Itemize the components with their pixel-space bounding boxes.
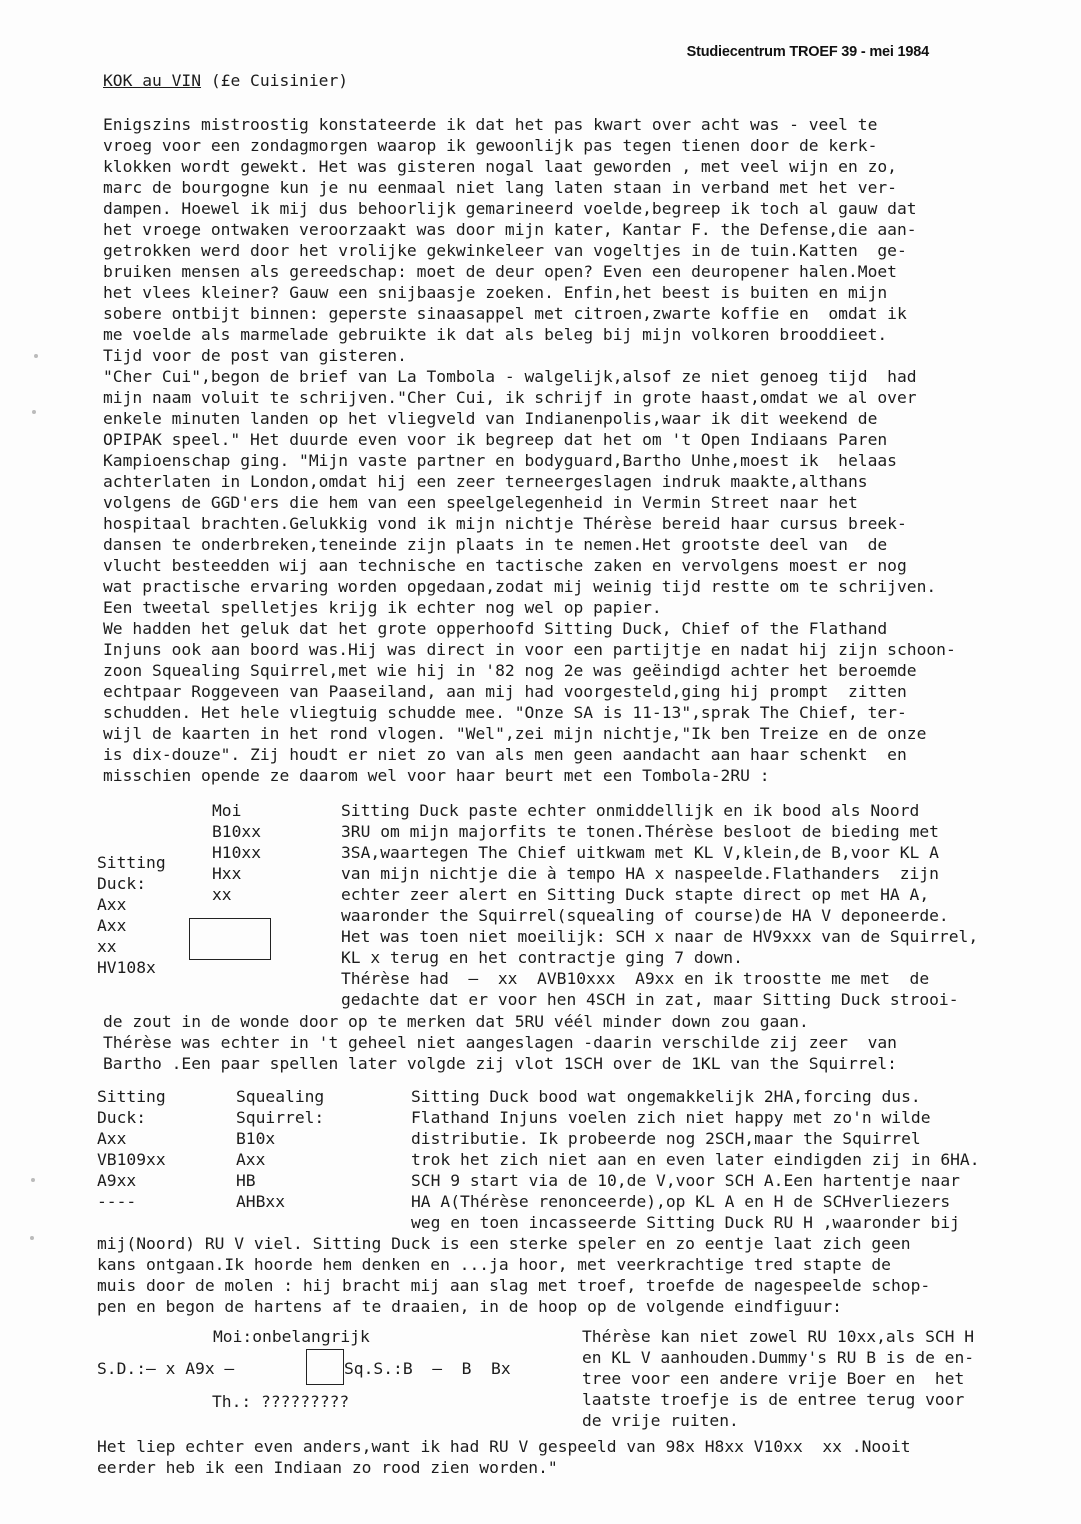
body-text-continued-1: de zout in de wonde door op te merken dat 5RU véél minder down zou gaan. Thérèse was echter in 't geheel niet aangeslagen -daarin verschilde zij zeer van Bartho .Een paar spellen later volgde zij vlot 1SCH over de 1KL van the Squirrel:	[103, 1012, 897, 1073]
closing-text: Het liep echter even anders,want ik had RU V gespeeld van 98x H8xx V10xx xx .Nooit eerder heb ik een Indiaan zo rood zien worden."	[97, 1437, 911, 1477]
article-title	[103, 70, 348, 91]
margin-speck	[34, 354, 38, 358]
hand2-sitting-duck: Sitting Duck: Axx VB109xx A9xx ----	[97, 1087, 166, 1211]
endposition-south: Th.: ?????????	[212, 1392, 350, 1411]
bridge-table-box	[189, 918, 271, 960]
endposition-east: Sq.S.:B — B Bx	[344, 1359, 511, 1378]
hand1-commentary: Sitting Duck paste echter onmiddellijk en ik bood als Noord 3RU om mijn majorfits te tonen.Thérèse besloot de bieding met 3SA,waartegen The Chief uitkwam met KL V,klein,de B,voor KL A van mijn nichtje die à tempo HA x naspeelde.Flathanders zijn echter zeer alert en Sitting Duck stapte direct op met HA A, waaronder the Squirrel(squealing of course)de HA V deponeerde. Het was toen niet moeilijk: SCH x naar de HV9xxx van de Squirrel, KL x terug en het contractje ging 7 down. Thérèse had — xx AVB10xxx A9xx en ik troostte me met de gedachte dat er voor hen 4SCH in zat, maar Sitting Duck strooi-	[341, 801, 979, 1009]
body-text-continued-2: mij(Noord) RU V viel. Sitting Duck is een sterke speler en zo eentje laat zich geen kans ontgaan.Ik hoorde hem denken en ...ja hoor, met veerkrachtige tred stapte de muis door de molen : hij bracht mij aan slag met troef, troefde de nagespeelde schop- pen en begon de hartens af te draaien, in de hoop op de volgende eindfiguur:	[97, 1234, 931, 1316]
endposition-west: S.D.:— x A9x —	[97, 1359, 235, 1378]
hand2-squealing-squirrel: Squealing Squirrel: B10x Axx HB AHBxx	[236, 1087, 325, 1211]
publication-header: Studiecentrum TROEF 39 - mei 1984	[686, 44, 929, 60]
margin-speck	[30, 1236, 34, 1240]
endposition-commentary: Thérèse kan niet zowel RU 10xx,als SCH H en KL V aanhouden.Dummy's RU B is de en- tree voor een andere vrije Boer en het laatste troefje is de entree terug voor de vrije ruiten.	[582, 1327, 975, 1430]
body-text-intro: Enigszins mistroostig konstateerde ik dat het pas kwart over acht was - veel te vroeg voor een zondagmorgen waarop ik gewoonlijk pas tegen tienen door de kerk- klokken wordt gewekt. Het was gisteren nogal laat geworden , met veel wijn en zo, marc de bourgogne kun je nu eenmaal niet lang laten staan in verband met het ver- dampen. Hoewel ik mij dus behoorlijk gemarineerd voelde,begreep ik toch al gauw dat het vroege ontwaken veroorzaakt was door mijn kater, Kantar F. the Defense,die aan- getrokken werd door het vrolijke gekwinkeleer van vogeltjes in de tuin.Katten ge- bruiken mensen als gereedschap: moet de deur open? Even een deuropener halen.Moet het vlees kleiner? Gauw een snijbaasje zoeken. Enfin,het beest is buiten en mijn sobere ontbijt binnen: geperste sinaasappel met citroen,zwarte koffie en omdat ik me voelde als marmelade gebruikte ik dat als beleg bij mijn volkoren brooddieet. Tijd voor de post van gisteren. "Cher Cui",begon de brief van La Tombola - walgelijk,alsof ze niet genoeg tijd had mijn naam voluit te schrijven."Cher Cui, ik schrijf in grote haast,omdat we al over enkele minuten landen op het vliegveld van Indianenpolis,waar ik dit weekend de OPIPAK speel." Het duurde even voor ik begreep dat het om 't Open Indiaans Paren Kampioenschap ging. "Mijn vaste partner en bodyguard,Bartho Unhe,moest ik helaas achterlaten in London,omdat hij een zeer terneergeslagen indruk maakte,althans volgens de GGD'ers die hem van een speelgelegenheid in Vermin Street naar het hospitaal brachten.Gelukkig vond ik mijn nichtje Thérèse bereid haar cursus breek- dansen te onderbreken,teneinde zijn plaats in te nemen.Het grootste deel van de vlucht besteedden wij aan technische en tactische zaken en vervolgens moest er nog wat practische ervaring worden opgedaan,zodat mij weinig tijd restte om te schrijven. Een tweetal spelletjes krijg ik echter nog wel op papier. We hadden het geluk dat het grote opperhoofd Sitting Duck, Chief of the Flathand Injuns ook aan boord was.Hij was direct in voor een partijtje en nadat hij zijn schoon- zoon Squealing Squirrel,met wie hij in '82 nog 2e was geëindigd achter het beroemde echtpaar Roggeveen van Paaseiland, aan mij had voorgesteld,ging hij prompt zitten schudden. Het hele vliegtuig schudde mee. "Onze SA is 11-13",sprak The Chief, ter- wijl de kaarten in het rond vlogen. "Wel",zei mijn nichtje,"Ik ben Treize en de onze is dix-douze". Zij houdt er niet zo van als men geen aandacht aan haar schenkt en misschien opende ze daarom wel voor haar beurt met een Tombola-2RU :	[103, 115, 956, 785]
endposition-table-box	[306, 1349, 344, 1385]
title-main: KOK au VIN	[103, 71, 202, 90]
title-subtitle: (£e Cuisinier)	[201, 71, 349, 90]
endposition-north: Moi:onbelangrijk	[213, 1327, 370, 1346]
margin-speck	[32, 410, 36, 414]
hand1-west: Sitting Duck: Axx Axx xx HV108x	[97, 853, 166, 977]
hand1-north: Moi B10xx H10xx Hxx xx	[212, 801, 262, 904]
margin-speck	[31, 1178, 35, 1182]
hand2-commentary: Sitting Duck bood wat ongemakkelijk 2HA,forcing dus. Flathand Injuns voelen zich niet happy met zo'n wilde distributie. Ik probeerde nog 2SCH,maar the Squirrel trok het zich niet aan en even later eindigden zij in 6HA. SCH 9 start via de 10,de V,voor SCH A.Een hartentje naar HA A(Thérèse renonceerde),op KL A en H de SCHverliezers weg en toen incasseerde Sitting Duck RU H ,waaronder bij	[411, 1087, 980, 1232]
